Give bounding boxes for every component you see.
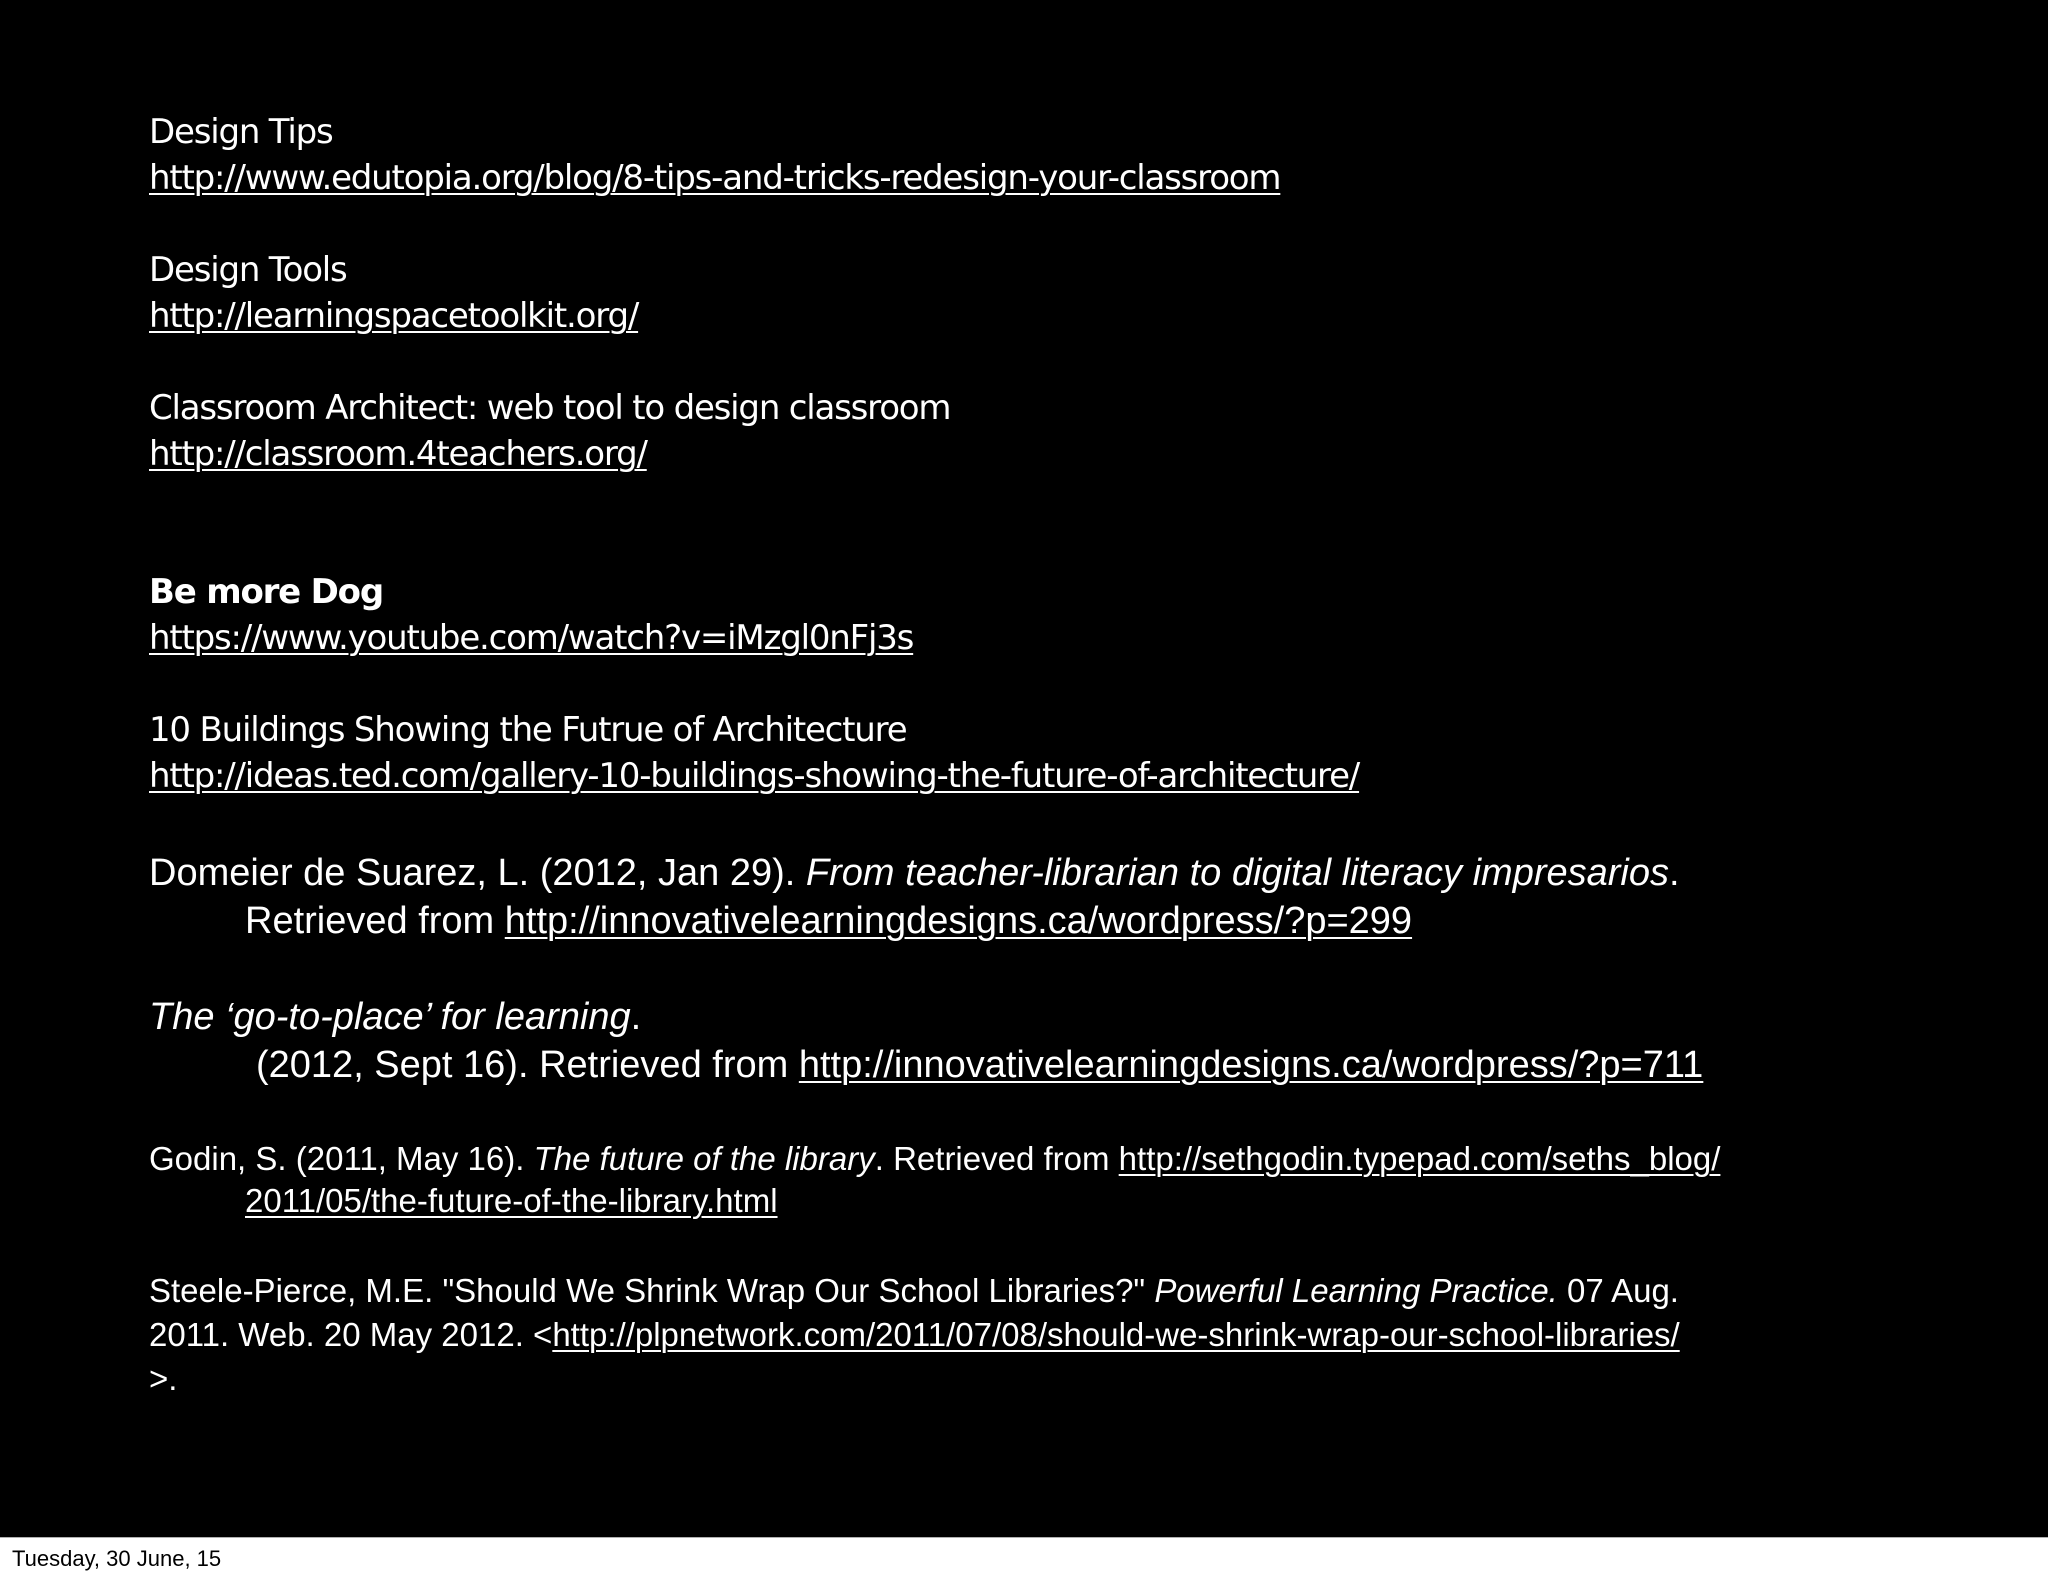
ten-buildings-title: 10 Buildings Showing the Futrue of Architecture <box>149 710 907 750</box>
reference-godin <box>149 1140 1720 1178</box>
domeier-link[interactable]: http://innovativelearningdesigns.ca/wordpress/?p=299 <box>504 900 1413 942</box>
reference-goto-retrieved <box>256 1044 1703 1087</box>
reference-godin-line2 <box>245 1182 778 1220</box>
godin-link-part1[interactable]: http://sethgodin.typepad.com/seths_blog/ <box>1118 1140 1721 1177</box>
steele-text1: Steele-Pierce, M.E. "Should We Shrink Wrap Our School Libraries?" <box>149 1272 1155 1309</box>
ten-buildings-link[interactable]: http://ideas.ted.com/gallery-10-buildings-showing-the-future-of-architecture/ <box>149 756 1360 796</box>
design-tools-link[interactable]: http://learningspacetoolkit.org/ <box>149 296 639 336</box>
reference-domeier <box>149 852 1680 895</box>
goto-date-retrieved: (2012, Sept 16). Retrieved from <box>256 1044 799 1086</box>
reference-domeier-retrieved <box>245 900 1412 943</box>
domeier-retrieved: Retrieved from <box>245 900 505 942</box>
reference-goto-title-line <box>149 996 641 1039</box>
steele-line2-prefix: 2011. Web. 20 May 2012. < <box>149 1316 553 1353</box>
classroom-architect-link[interactable]: http://classroom.4teachers.org/ <box>149 434 647 474</box>
steele-link[interactable]: http://plpnetwork.com/2011/07/08/should-we-shrink-wrap-our-school-libraries/ <box>552 1316 1680 1353</box>
reference-steele <box>149 1272 1679 1310</box>
godin-retrieved: . Retrieved from <box>874 1140 1119 1177</box>
reference-steele-line2 <box>149 1316 1680 1354</box>
design-tips-link[interactable]: http://www.edutopia.org/blog/8-tips-and-tricks-redesign-your-classroom <box>149 158 1281 198</box>
godin-link-part2[interactable]: 2011/05/the-future-of-the-library.html <box>245 1182 778 1219</box>
design-tips-title: Design Tips <box>149 112 333 152</box>
footer-date: Tuesday, 30 June, 15 <box>12 1546 222 1571</box>
domeier-title: From teacher-librarian to digital literacy impresarios <box>805 852 1669 894</box>
be-more-dog-title: Be more Dog <box>149 572 383 612</box>
godin-title: The future of the library <box>533 1140 875 1177</box>
domeier-author: Domeier de Suarez, L. (2012, Jan 29). <box>149 852 806 894</box>
goto-link[interactable]: http://innovativelearningdesigns.ca/wordpress/?p=711 <box>798 1044 1704 1086</box>
design-tools-title: Design Tools <box>149 250 347 290</box>
be-more-dog-link[interactable]: https://www.youtube.com/watch?v=iMzgl0nFj3s <box>149 618 914 658</box>
footer-bar <box>0 1537 2048 1577</box>
domeier-period: . <box>1668 852 1680 894</box>
reference-steele-line3: >. <box>149 1360 178 1397</box>
goto-title: The ‘go-to-place’ for learning <box>149 996 631 1038</box>
godin-author: Godin, S. (2011, May 16). <box>149 1140 534 1177</box>
steele-publication: Powerful Learning Practice. <box>1154 1272 1558 1309</box>
classroom-architect-title: Classroom Architect: web tool to design classroom <box>149 388 951 428</box>
goto-period: . <box>630 996 642 1038</box>
steele-text2: 07 Aug. <box>1557 1272 1679 1309</box>
